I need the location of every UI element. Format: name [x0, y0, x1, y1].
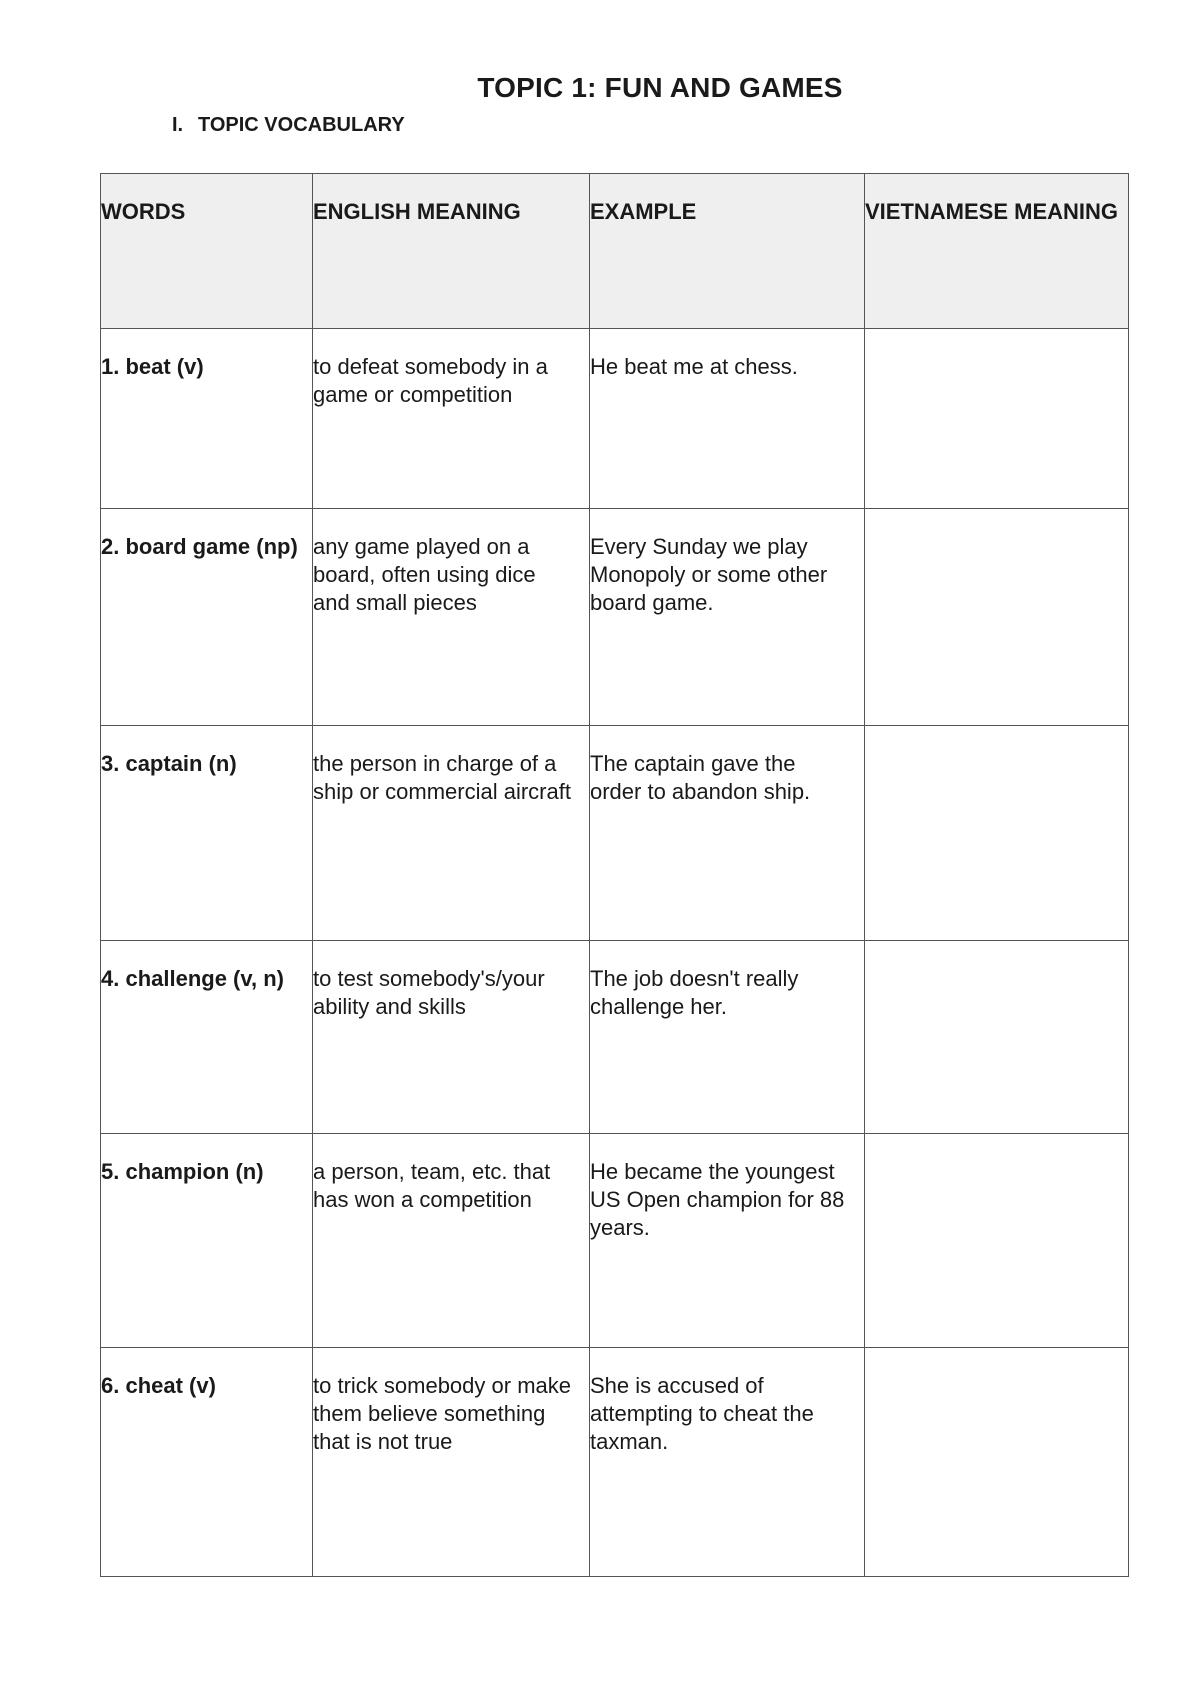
vietnamese-meaning-cell — [865, 1348, 1129, 1577]
section-heading — [172, 114, 405, 137]
header-example: EXAMPLE — [590, 174, 865, 329]
english-meaning-cell: a person, team, etc. that has won a competition — [313, 1134, 590, 1348]
section-number: I. — [172, 114, 184, 136]
section-label: TOPIC VOCABULARY — [198, 114, 405, 136]
vietnamese-meaning-cell — [865, 509, 1129, 726]
english-meaning-cell: the person in charge of a ship or commercial aircraft — [313, 726, 590, 941]
example-cell: Every Sunday we play Monopoly or some other board game. — [590, 509, 865, 726]
table-row — [101, 329, 1129, 509]
table-row — [101, 941, 1129, 1134]
example-cell: He beat me at chess. — [590, 329, 865, 509]
word-cell: 4. challenge (v, n) — [101, 941, 313, 1134]
word-cell: 5. champion (n) — [101, 1134, 313, 1348]
english-meaning-cell: to defeat somebody in a game or competition — [313, 329, 590, 509]
table-row — [101, 1348, 1129, 1577]
header-vietnamese-meaning: VIETNAMESE MEANING — [865, 174, 1129, 329]
word-cell: 3. captain (n) — [101, 726, 313, 941]
word-cell: 1. beat (v) — [101, 329, 313, 509]
header-words: WORDS — [101, 174, 313, 329]
example-cell: The job doesn't really challenge her. — [590, 941, 865, 1134]
example-cell: She is accused of attempting to cheat the taxman. — [590, 1348, 865, 1577]
vietnamese-meaning-cell — [865, 941, 1129, 1134]
example-cell: He became the youngest US Open champion for 88 years. — [590, 1134, 865, 1348]
word-cell: 2. board game (np) — [101, 509, 313, 726]
table-row — [101, 1134, 1129, 1348]
vietnamese-meaning-cell — [865, 726, 1129, 941]
page-title: TOPIC 1: FUN AND GAMES — [477, 72, 843, 103]
example-cell: The captain gave the order to abandon ship. — [590, 726, 865, 941]
english-meaning-cell: to trick somebody or make them believe something that is not true — [313, 1348, 590, 1577]
vocabulary-table — [100, 173, 1129, 1577]
header-english-meaning: ENGLISH MEANING — [313, 174, 590, 329]
vietnamese-meaning-cell — [865, 1134, 1129, 1348]
word-cell: 6. cheat (v) — [101, 1348, 313, 1577]
english-meaning-cell: to test somebody's/your ability and skills — [313, 941, 590, 1134]
vietnamese-meaning-cell — [865, 329, 1129, 509]
table-row — [101, 726, 1129, 941]
table-header-row — [101, 174, 1129, 329]
table-row — [101, 509, 1129, 726]
english-meaning-cell: any game played on a board, often using dice and small pieces — [313, 509, 590, 726]
